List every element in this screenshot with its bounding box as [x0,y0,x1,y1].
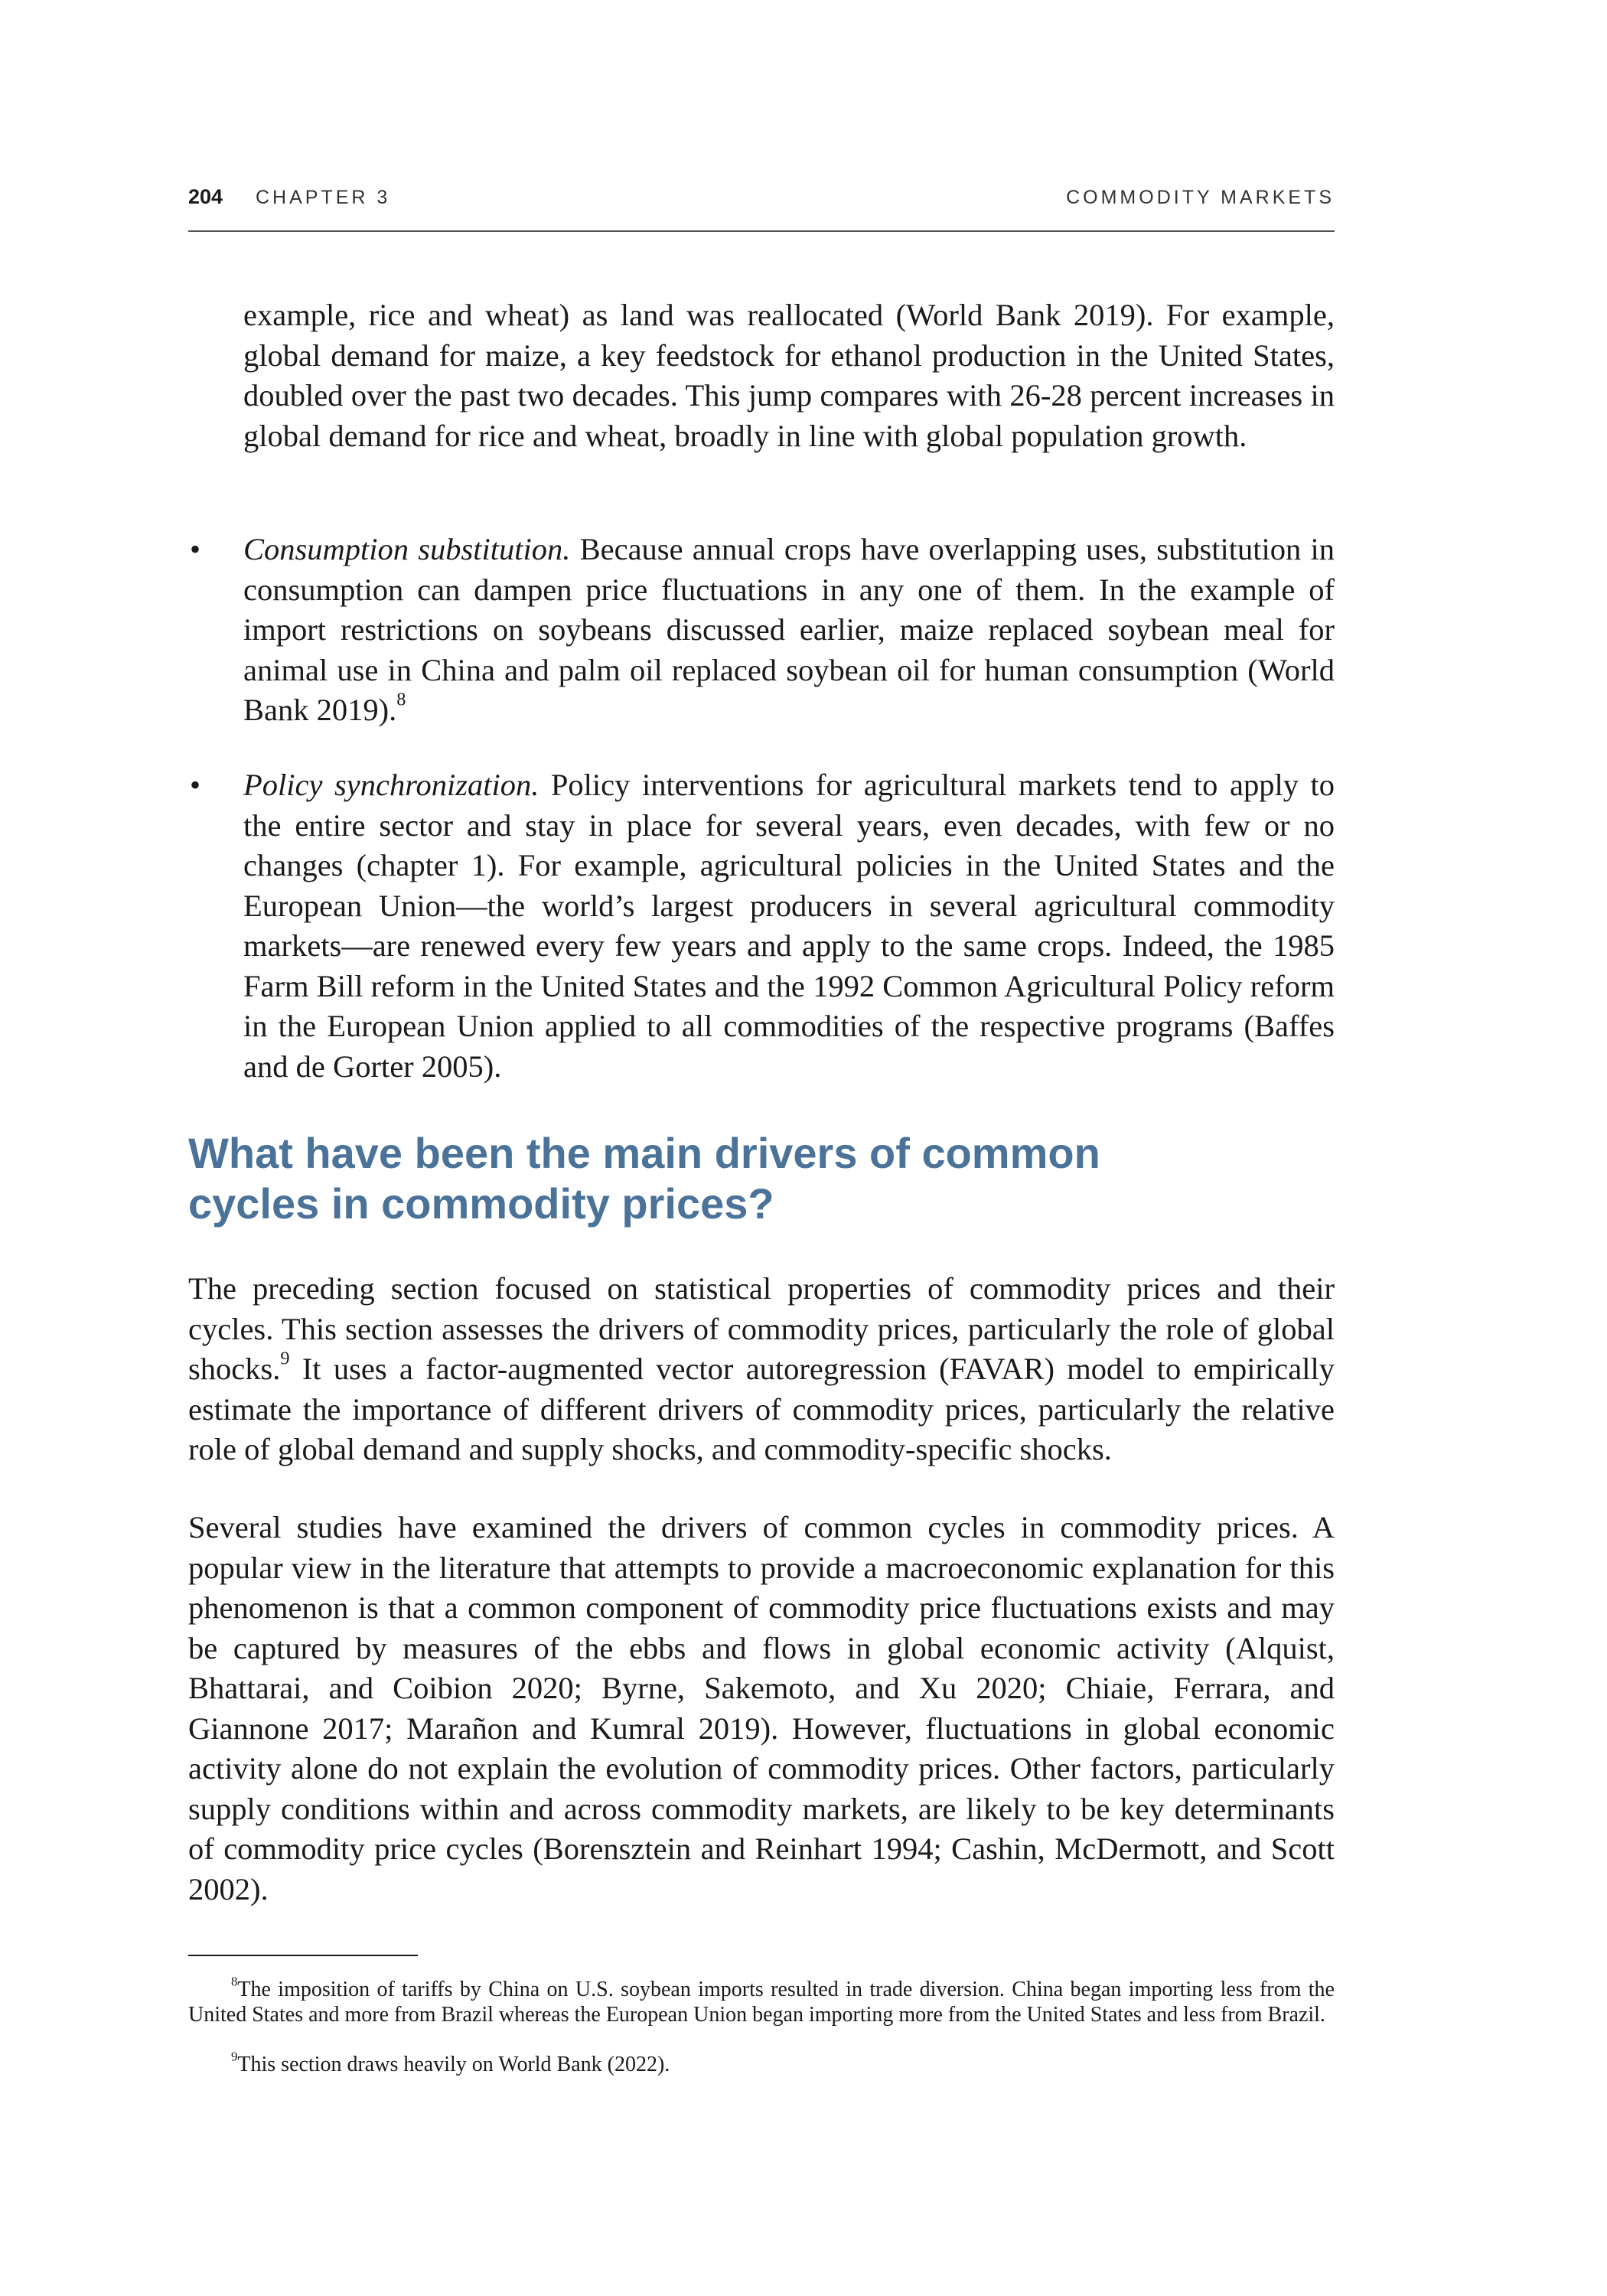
footnote-8 [188,1974,1335,2027]
bullet-body: Because annual crops have overlapping uses, substitution in consumption can dampen price fluctuations in any one of them. In the example of import restrictions on soybeans discussed earlier, maize replaced soybean meal for animal use in China and palm oil replaced soybean oil for human consumption (World Bank 2019). [243,532,1335,727]
bullet-marker: • [190,532,201,566]
bullet-body: Policy interventions for agricultural markets tend to apply to the entire sector and stay in place for several years, even decades, with few or no changes (chapter 1). For example, agricultural policies in the United States and the European Union—the world’s largest producers in several agricultural commodity markets—are renewed every few years and apply to the same crops. Indeed, the 1985 Farm Bill reform in the United States and the 1992 Common Agricultural Policy reform in the European Union applied to all commodities of the respective programs (Baffes and de Gorter 2005). [243,768,1335,1084]
body-paragraph-2: Several studies have examined the drivers of common cycles in commodity prices. A popular view in the literature that attempts to provide a macroeconomic explanation for this phenomenon is that a common component of commodity price fluctuations exists and may be captured by measures of the ebbs and flows in global economic activity (Alquist, Bhattarai, and Coibion 2020; Byrne, Sakemoto, and Xu 2020; Chiaie, Ferrara, and Giannone 2017; Marañon and Kumral 2019). However, fluctuations in global economic activity alone do not explain the evolution of commodity prices. Other factors, particularly supply conditions within and across commodity markets, are likely to be key determinants of commodity price cycles (Borensztein and Reinhart 1994; Cashin, McDermott, and Scott 2002). [188,1510,1335,1906]
footnote-text: The imposition of tariffs by China on U.S. soybean imports resulted in trade diversion. China began importing less from the United States and more from Brazil whereas the European Union began importing more from the United States and less from Brazil. [188,1978,1335,2027]
running-title: COMMODITY MARKETS [1066,187,1335,208]
continuation-paragraph: example, rice and wheat) as land was reallocated (World Bank 2019). For example, global demand for maize, a key feedstock for ethanol production in the United States, doubled over the past two decades. This jump compares with 26-28 percent increases in global demand for rice and wheat, broadly in line with global population growth. [243,298,1335,453]
bullet-lead: Policy synchronization. [243,768,539,802]
footnote-number: 9 [231,2049,238,2064]
footnote-9 [188,2049,1335,2078]
chapter-label: CHAPTER 3 [256,187,391,208]
section-heading-line-1: What have been the main drivers of common [188,1129,1100,1177]
footnote-number: 8 [231,1974,238,1989]
page-number: 204 [188,185,223,208]
section-heading-line-2: cycles in commodity prices? [188,1179,774,1228]
footnote-divider [188,1955,418,1956]
body-paragraph-1 [188,1269,1335,1470]
bullet-consumption-substitution [190,530,1335,731]
bullet-text [243,765,1335,1087]
running-header [188,184,1335,214]
bullet-marker: • [190,768,201,802]
footnote-ref-8[interactable]: 8 [396,689,406,710]
bullet-policy-synchronization [190,765,1335,1087]
footnote-ref-9[interactable]: 9 [280,1348,290,1369]
bullet-text [243,530,1335,731]
bullet-lead: Consumption substitution. [243,532,571,566]
paragraph-text: It uses a factor-augmented vector autoregression (FAVAR) model to empirically estimate the importance of different drivers of commodity prices, particularly the relative role of global demand and supply shocks, and commodity-specific shocks. [188,1352,1335,1466]
header-divider [188,230,1335,232]
paragraph-text: The preceding section focused on statistical properties of commodity prices and their cycles. This section assesses the drivers of commodity prices, particularly the role of global shocks. [188,1271,1335,1386]
section-heading [188,1128,1335,1229]
footnote-text: This section draws heavily on World Bank (2022). [237,2053,670,2076]
